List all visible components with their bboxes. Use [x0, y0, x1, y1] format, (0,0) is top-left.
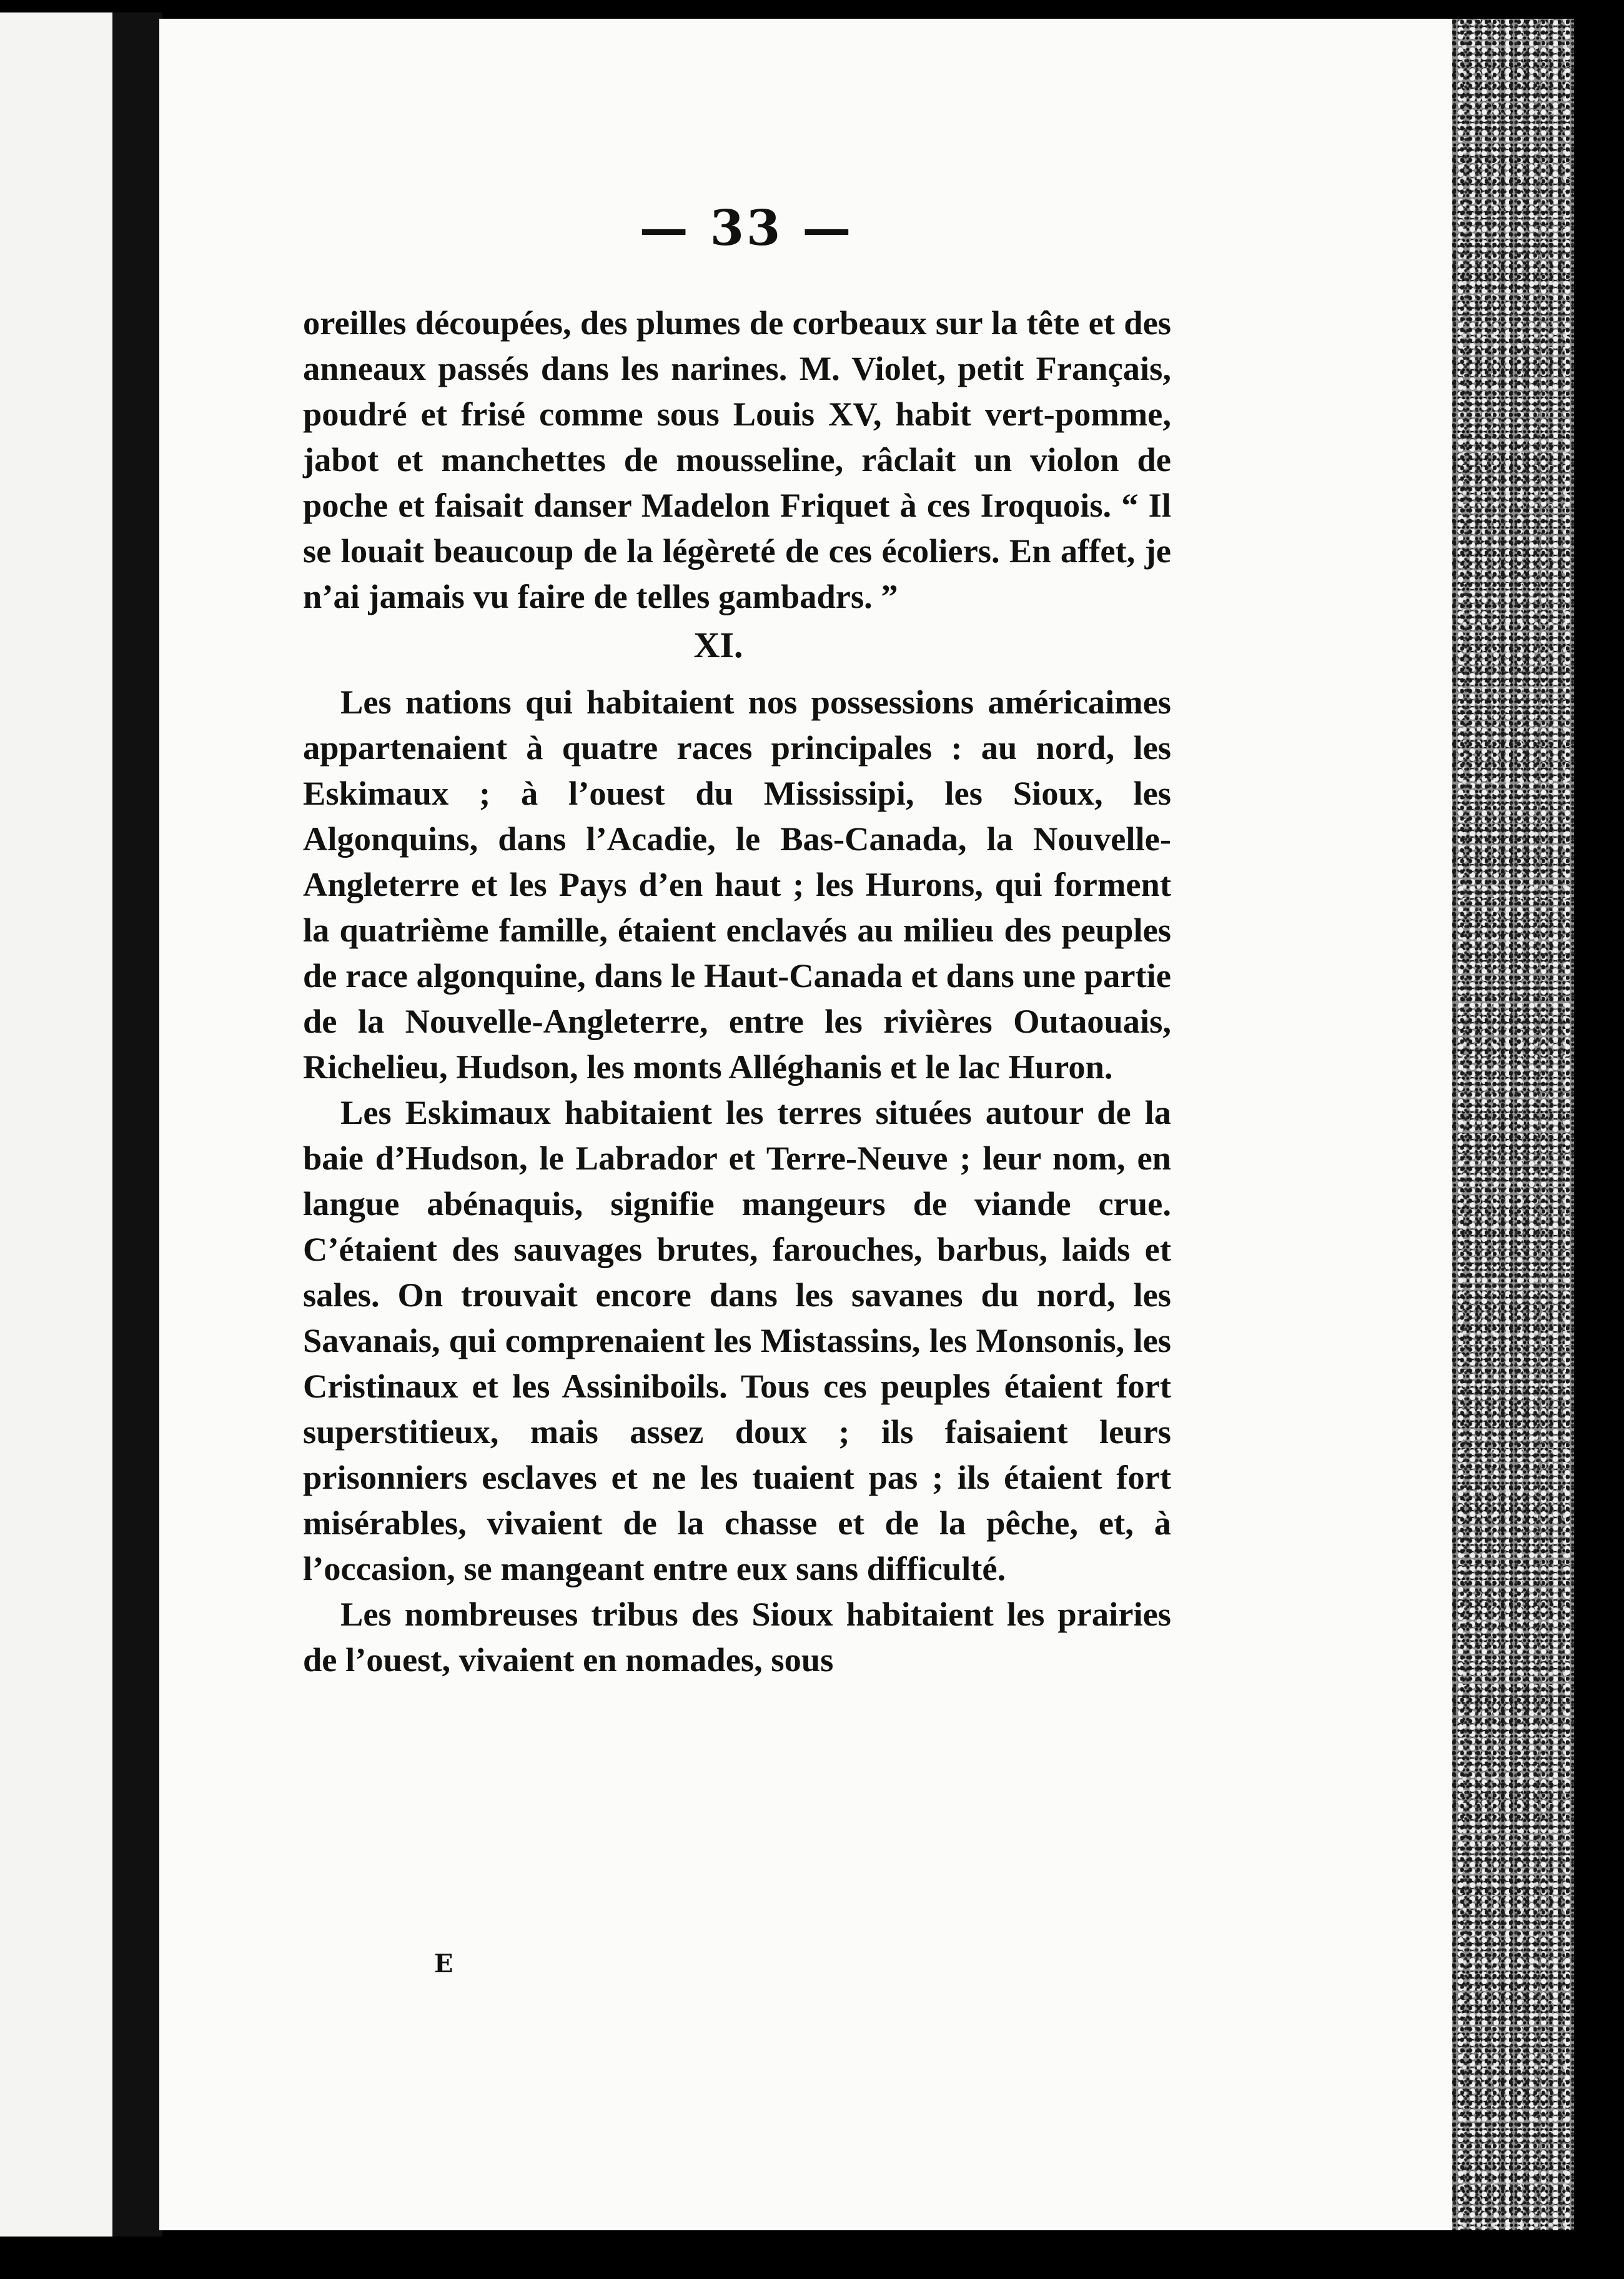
paragraph: Les Eskimaux habitaient les terres situées autour de la baie d’Hudson, le Labrador et Terre-Neuve ; leur nom, en langue abénaquis, signifie mangeurs de viande crue. C’étaient des sauvages brutes, farouches, barbus, laids et sales. On trouvait encore dans les savanes du nord, les Savanais, qui comprenaient les Mistassins, les Monsonis, les Cristinaux et les Assiniboils. Tous ces peuples étaient fort superstitieux, mais assez doux ; ils faisaient leurs prisonniers esclaves et ne les tuaient pas ; ils étaient fort misérables, vivaient de la chasse et de la pêche, et, à l’occasion, se mangeant entre eux sans difficulté.: [303, 1093, 1171, 1587]
signature-mark: E: [434, 1949, 453, 1979]
section-heading: XI.: [693, 625, 743, 665]
page-edge-texture: [1452, 19, 1574, 2230]
book-gutter: [112, 12, 162, 2237]
paragraph: Les nombreuses tribus des Sioux habitaient les prairies de l’ouest, vivaient en nomades, sous: [303, 1595, 1171, 1679]
paragraph: oreilles découpées, des plumes de corbeaux sur la tête et des anneaux passés dans les narines. M. Violet, petit Français, poudré et frisé comme sous Louis XV, habit vert-pomme, jabot et manchettes de mousseline, râclait un violon de poche et faisait danser Madelon Friquet à ces Iroquois. “ Il se louait beaucoup de la légèreté de ces écoliers. En affet, je n’ai jamais vu faire de telles gambadrs. ”: [303, 304, 1171, 615]
body-text: [303, 300, 1171, 1682]
scan-border: [1574, 0, 1624, 2279]
facing-page-edge: [0, 12, 112, 2237]
paragraph: Les nations qui habitaient nos possessions américaimes appartenaient à quatre races principales : au nord, les Eskimaux ; à l’ouest du Mississipi, les Sioux, les Algonquins, dans l’Acadie, le Bas-Canada, la Nouvelle-Angleterre et les Pays d’en haut ; les Hurons, qui forment la quatrième famille, étaient enclavés au milieu des peuples de race algonquine, dans le Haut-Canada et dans une partie de la Nouvelle-Angleterre, entre les rivières Outaouais, Richelieu, Hudson, les monts Alléghanis et le lac Huron.: [303, 683, 1171, 1086]
page-number: — 33 —: [639, 200, 854, 257]
